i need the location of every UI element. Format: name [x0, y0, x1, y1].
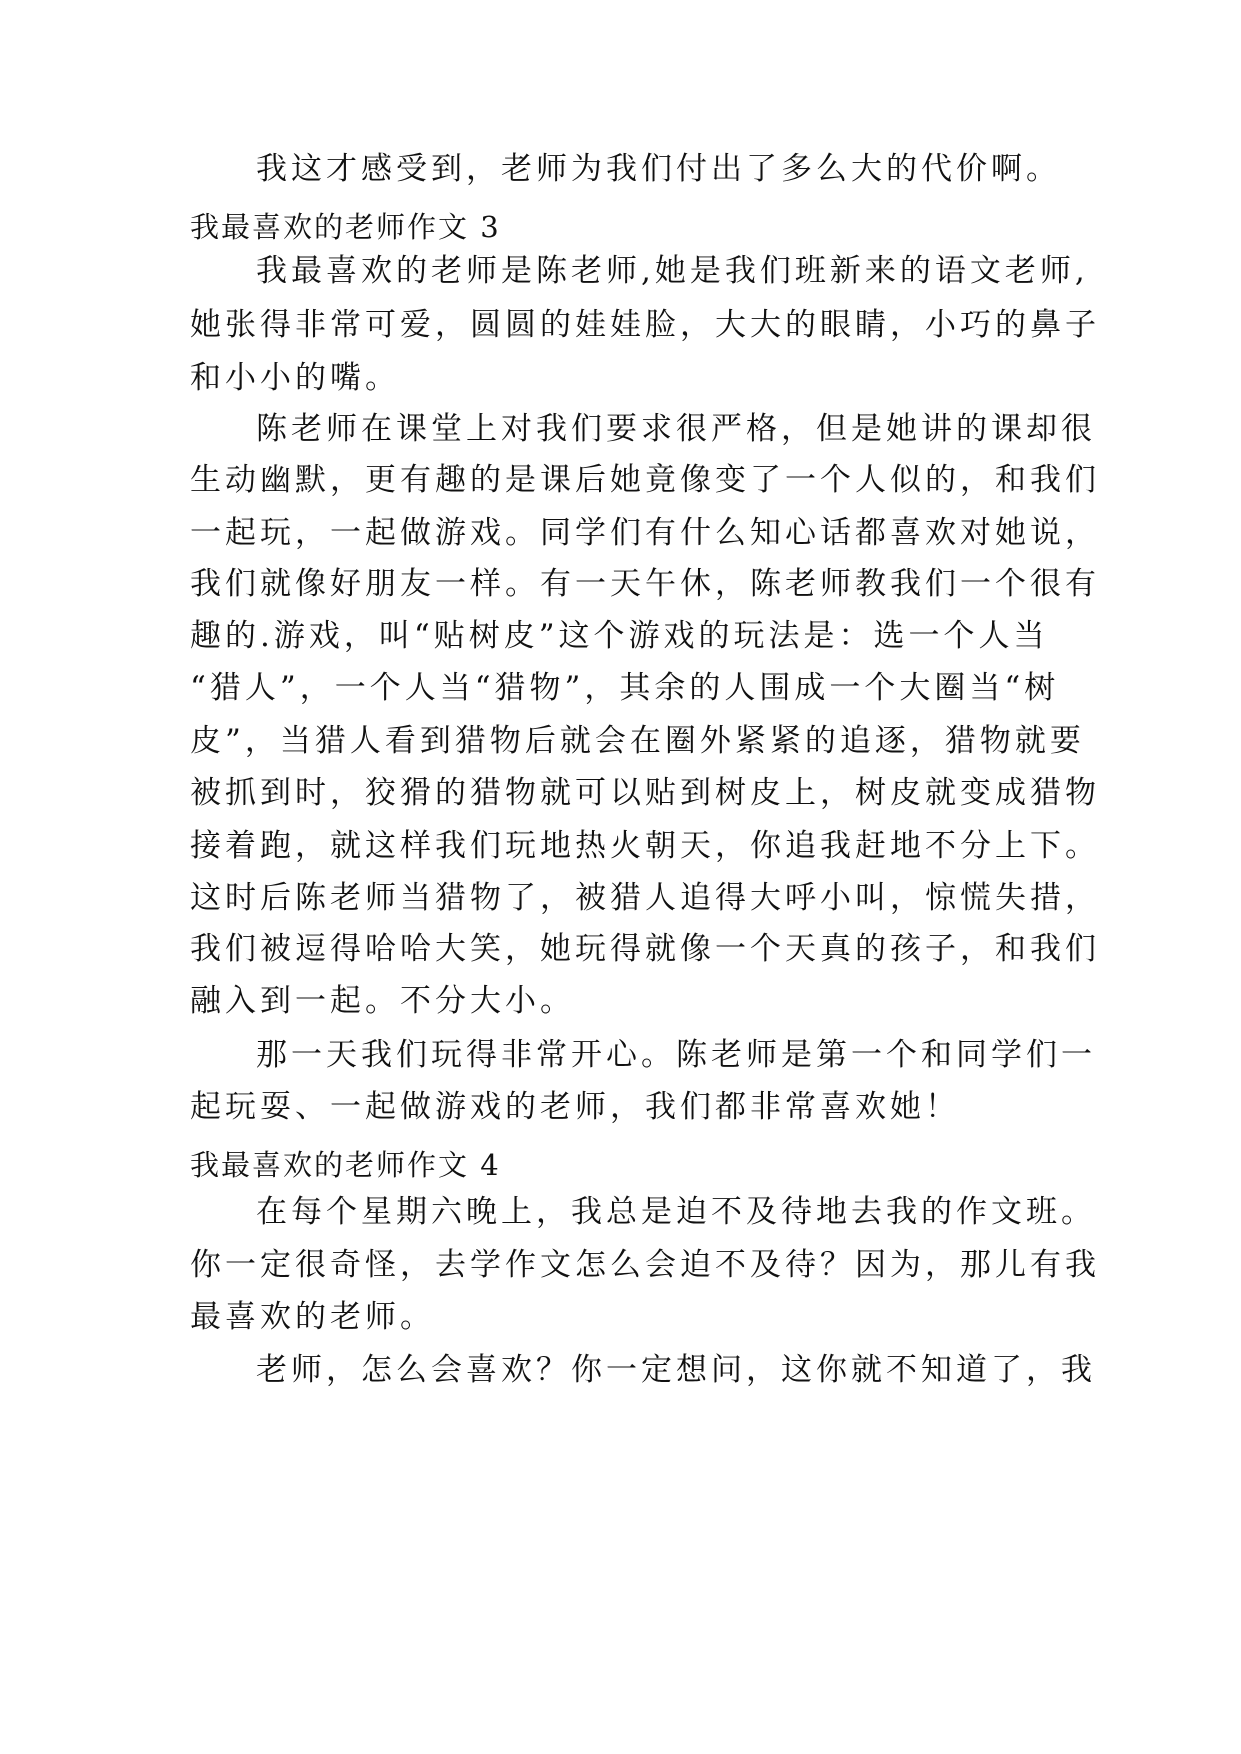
- paragraph-line: 我这才感受到，老师为我们付出了多么大的代价啊。: [256, 151, 1061, 187]
- paragraph-line: “猎人”，一个人当“猎物”，其余的人围成一个大圈当“树: [190, 670, 1060, 706]
- paragraph-line: 这时后陈老师当猎物了，被猎人追得大呼小叫，惊慌失措，: [190, 880, 1100, 916]
- paragraph-line: 被抓到时，狡猾的猎物就可以贴到树皮上，树皮就变成猎物: [190, 775, 1100, 811]
- paragraph-line: 生动幽默，更有趣的是课后她竟像变了一个人似的，和我们: [190, 462, 1100, 498]
- paragraph-line: 我最喜欢的老师是陈老师,她是我们班新来的语文老师,: [256, 253, 1089, 289]
- paragraph-line: 陈老师在课堂上对我们要求很严格，但是她讲的课却很: [256, 411, 1096, 447]
- paragraph-line: 融入到一起。不分大小。: [190, 983, 575, 1019]
- section-heading: 我最喜欢的老师作文 4: [190, 1148, 501, 1182]
- paragraph-line: 她张得非常可爱，圆圆的娃娃脸，大大的眼睛，小巧的鼻子: [190, 307, 1100, 343]
- paragraph-line: 趣的.游戏，叫“贴树皮”这个游戏的玩法是：选一个人当: [190, 618, 1049, 654]
- paragraph-line: 最喜欢的老师。: [190, 1299, 435, 1335]
- paragraph-line: 起玩耍、一起做游戏的老师，我们都非常喜欢她！: [190, 1089, 960, 1125]
- paragraph-line: 和小小的嘴。: [190, 360, 400, 396]
- paragraph-line: 在每个星期六晚上，我总是迫不及待地去我的作文班。: [256, 1194, 1096, 1230]
- paragraph-line: 你一定很奇怪，去学作文怎么会迫不及待？因为，那儿有我: [190, 1247, 1100, 1283]
- paragraph-line: 我们被逗得哈哈大笑，她玩得就像一个天真的孩子，和我们: [190, 931, 1100, 967]
- paragraph-line: 一起玩，一起做游戏。同学们有什么知心话都喜欢对她说，: [190, 515, 1100, 551]
- paragraph-line: 那一天我们玩得非常开心。陈老师是第一个和同学们一: [256, 1037, 1096, 1073]
- section-heading: 我最喜欢的老师作文 3: [190, 210, 501, 244]
- paragraph-line: 皮”，当猎人看到猎物后就会在圈外紧紧的追逐，猎物就要: [190, 723, 1085, 759]
- paragraph-line: 老师，怎么会喜欢？你一定想问，这你就不知道了，我: [256, 1352, 1096, 1388]
- paragraph-line: 我们就像好朋友一样。有一天午休，陈老师教我们一个很有: [190, 566, 1100, 602]
- paragraph-line: 接着跑，就这样我们玩地热火朝天，你追我赶地不分上下。: [190, 828, 1100, 864]
